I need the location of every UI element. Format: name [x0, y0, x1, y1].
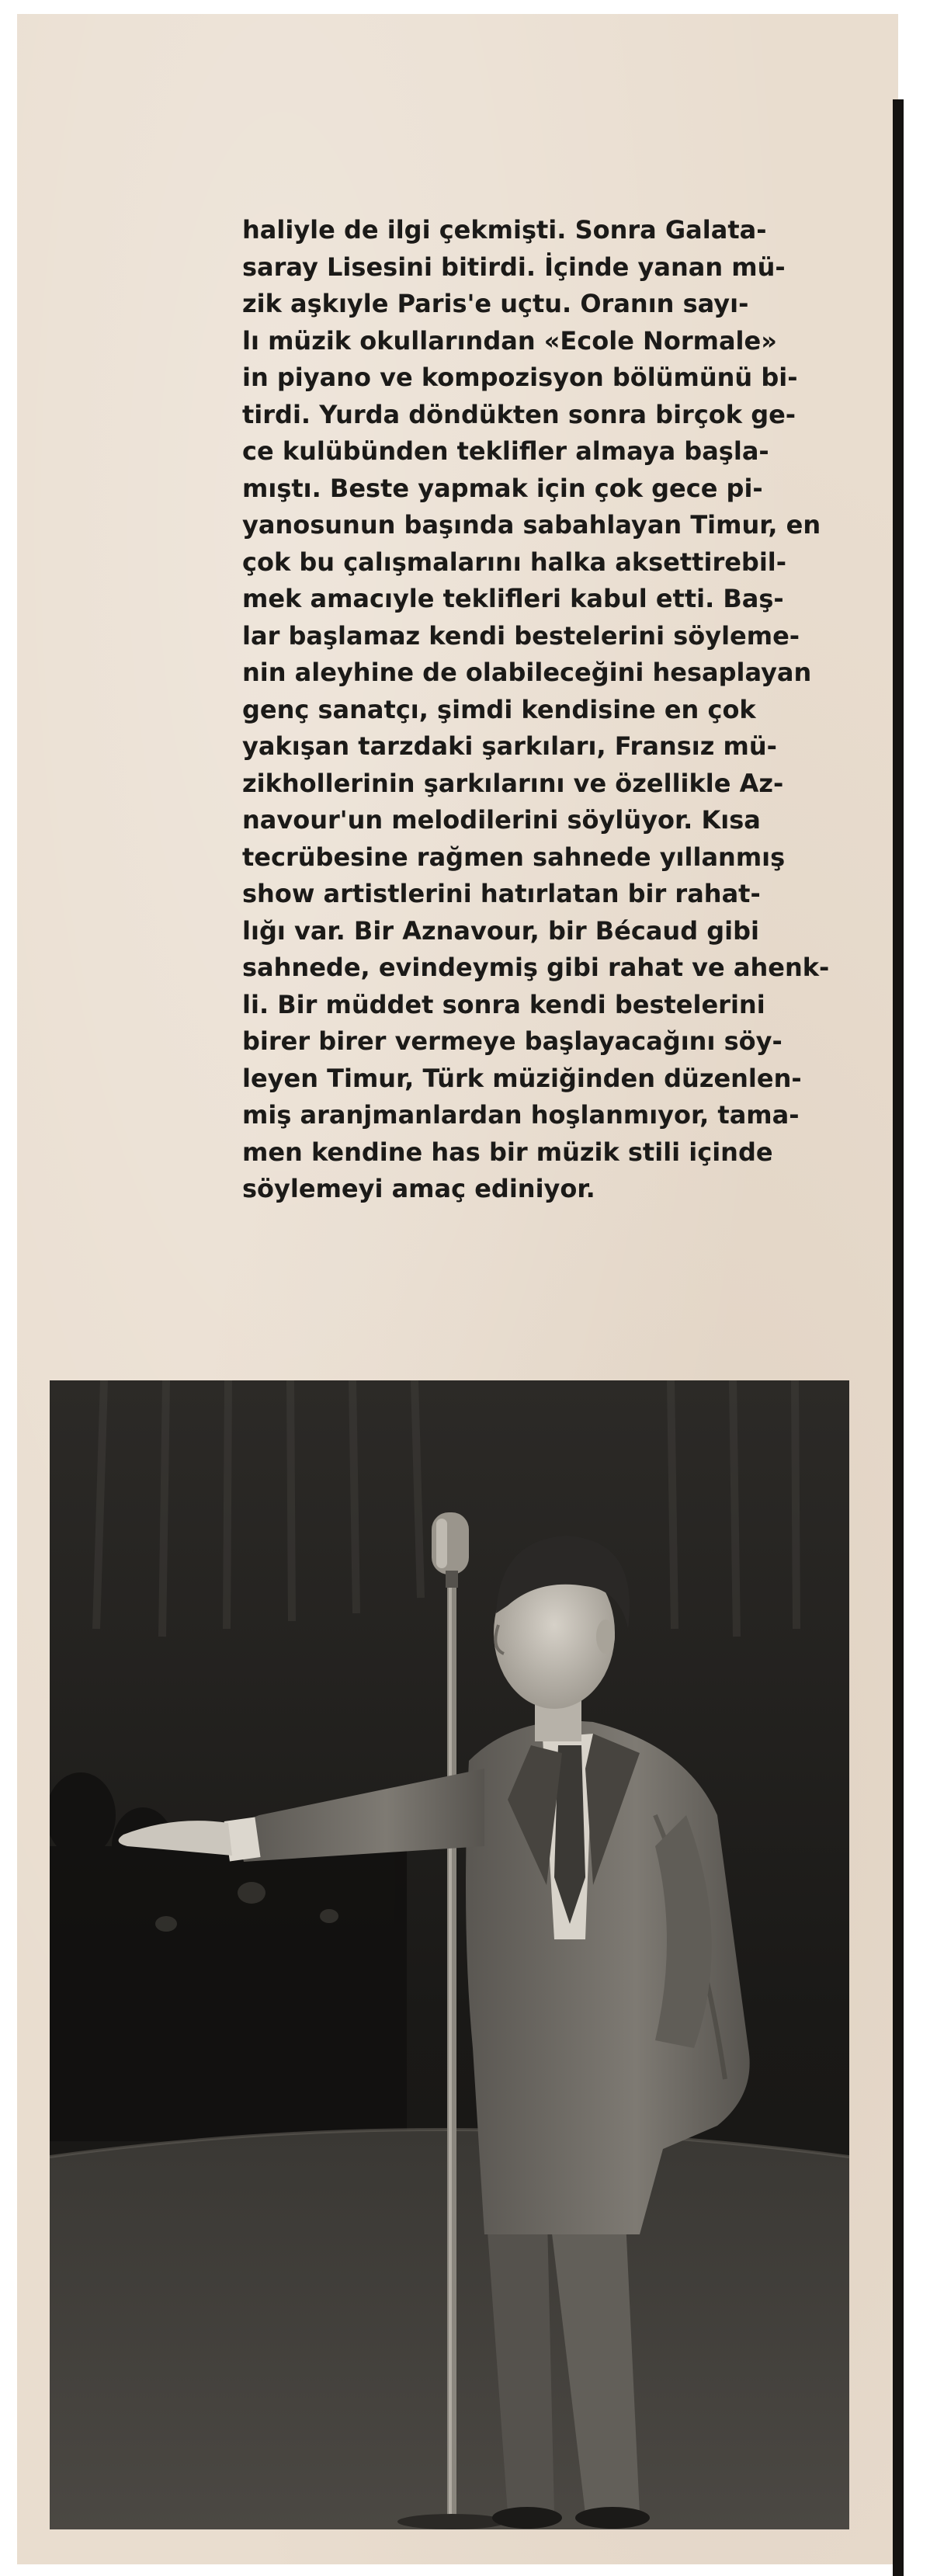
article-line: miş aranjmanlardan hoşlanmıyor, tama- — [242, 1100, 800, 1130]
article-line: mek amacıyle teklifleri kabul etti. Baş- — [242, 584, 784, 613]
column-rule — [893, 99, 904, 2576]
article-line: zik aşkıyle Paris'e uçtu. Oranın sayı- — [242, 289, 749, 318]
article-line: ce kulübünden teklifler almaya başla- — [242, 436, 769, 466]
article-line: show artistlerini hatırlatan bir rahat- — [242, 879, 761, 908]
article-line: tirdi. Yurda döndükten sonra birçok ge- — [242, 399, 796, 429]
article-line: lar başlamaz kendi bestelerini söyleme- — [242, 620, 800, 651]
article-line: zikhollerinin şarkılarını ve özellikle Az- — [242, 768, 784, 798]
article-line: navour'un melodilerini söylüyor. Kısa — [242, 805, 761, 835]
article-line: in piyano ve kompozisyon bölümünü bi- — [242, 363, 798, 392]
singer-photo — [50, 1380, 849, 2529]
article-line: çok bu çalışmalarını halka aksettirebil- — [242, 547, 787, 577]
article-line: saray Lisesini bitirdi. İçinde yanan mü- — [242, 252, 786, 282]
article-line: tecrübesine rağmen sahnede yıllanmış — [242, 842, 786, 872]
article-line: birer birer vermeye başlayacağını söy- — [242, 1026, 783, 1056]
article-line: lı müzik okullarından «Ecole Normale» — [242, 325, 777, 356]
article-line: yakışan tarzdaki şarkıları, Fransız mü- — [242, 731, 777, 761]
article-line: mıştı. Beste yapmak için çok gece pi- — [242, 473, 763, 503]
article-line: söylemeyi amaç ediniyor. — [242, 1174, 595, 1203]
article-line: nin aleyhine de olabileceğini hesaplayan — [242, 658, 812, 687]
article-line: haliyle de ilgi çekmişti. Sonra Galata- — [242, 215, 767, 245]
article-line: li. Bir müddet sonra kendi bestelerini — [242, 989, 765, 1019]
article-line: sahnede, evindeymiş gibi rahat ve ahenk- — [242, 953, 830, 982]
article-line: leyen Timur, Türk müziğinden düzenlen- — [242, 1063, 802, 1093]
article-line: genç sanatçı, şimdi kendisine en çok — [242, 694, 756, 724]
article-line: yanosunun başında sabahlayan Timur, en — [242, 510, 821, 540]
newspaper-clipping — [17, 14, 898, 2564]
article-line: lığı var. Bir Aznavour, bir Bécaud gibi — [242, 915, 759, 946]
article-text — [242, 212, 840, 1208]
article-line: men kendine has bir müzik stili içinde — [242, 1137, 773, 1167]
